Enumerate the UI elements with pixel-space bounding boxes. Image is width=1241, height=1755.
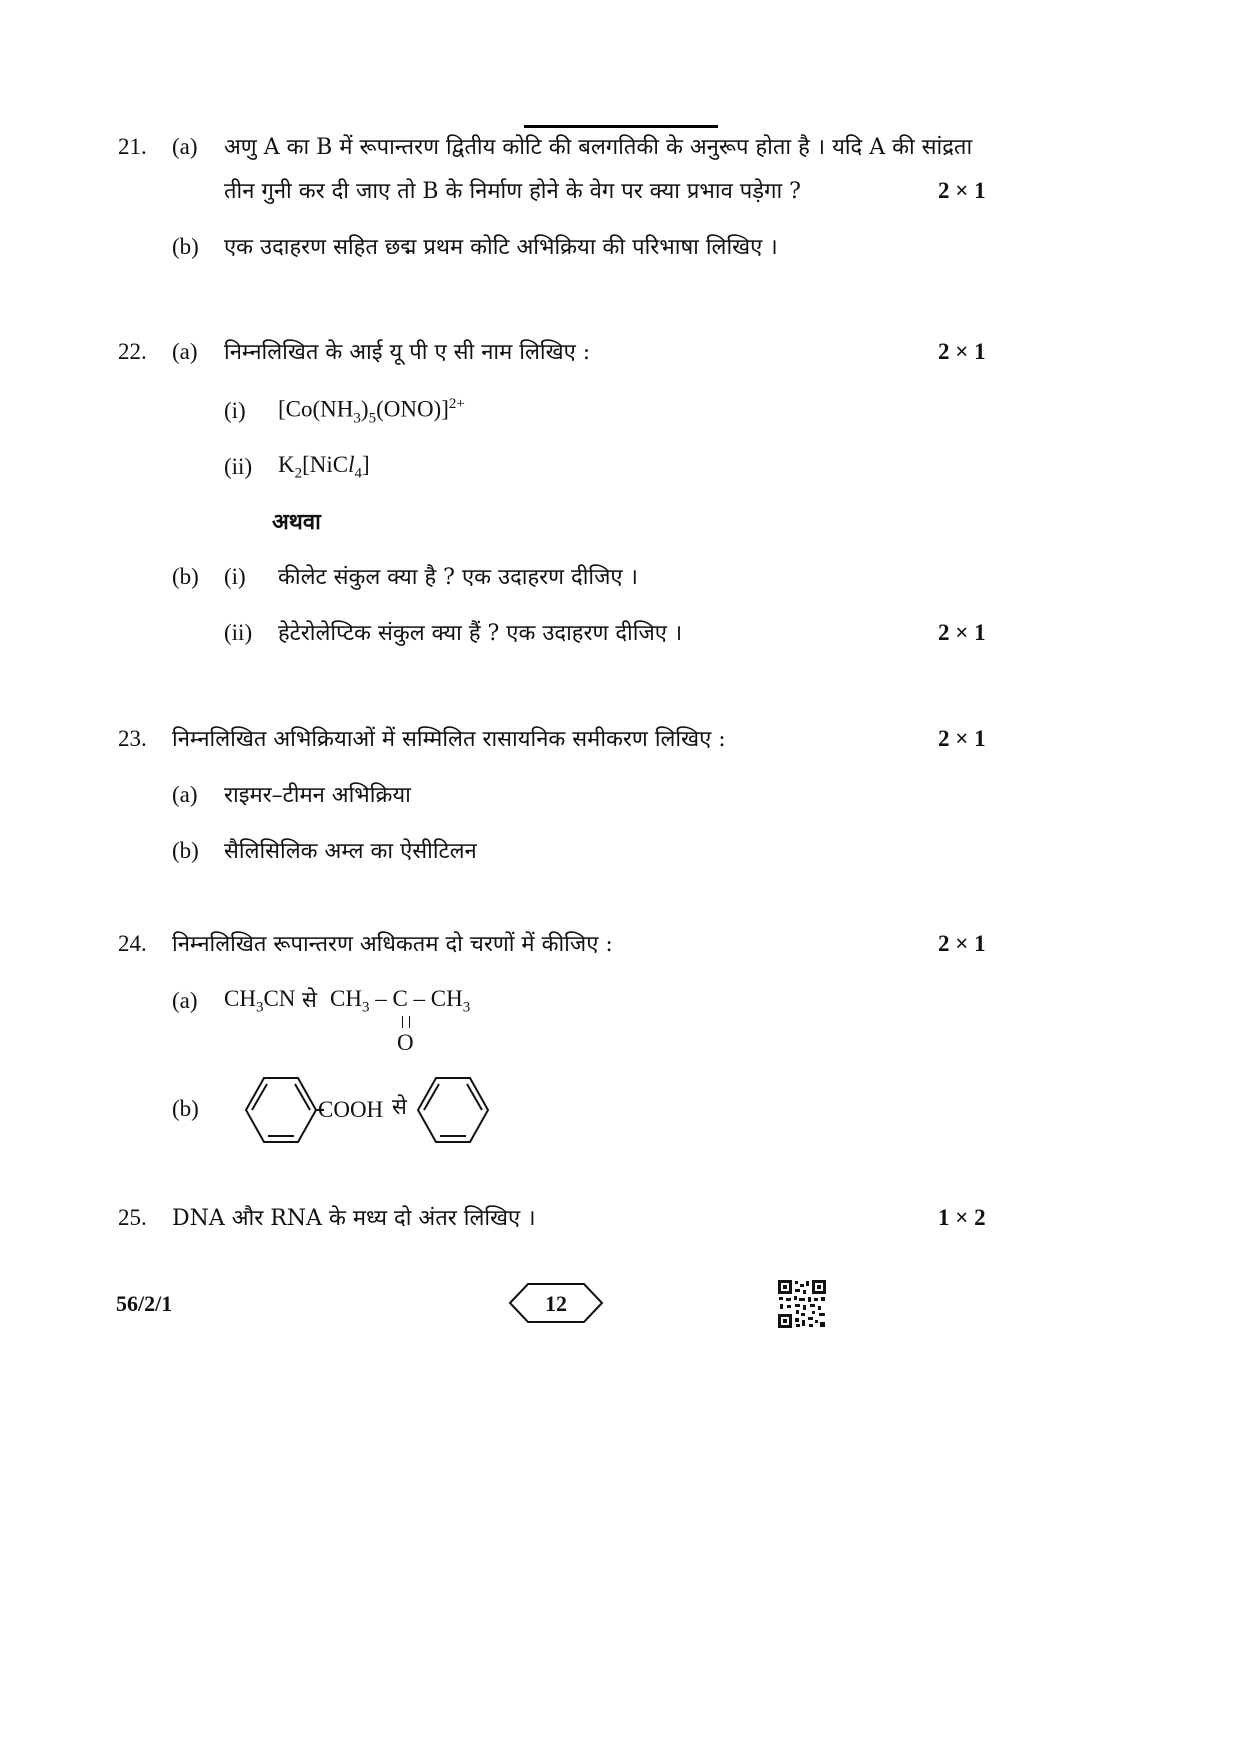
q22-number: 22. — [118, 339, 147, 364]
q24-b-cooh: COOH — [318, 1097, 384, 1122]
q21-a-line2: तीन गुनी कर दी जाए तो B के निर्माण होने के वेग पर क्या प्रभाव पड़ेगा ? — [224, 179, 801, 204]
q24-b-se: से — [392, 1095, 407, 1120]
q22-i-formula: $[Co(NH_3)_5(ONO)]^{2+}$ — [278, 396, 465, 427]
q22-or: अथवा — [272, 509, 321, 535]
q22-bii-text: हेटेरोलेप्टिक संकुल क्या हैं ? एक उदाहरण दीजिए । — [278, 621, 683, 646]
q23-text: निम्नलिखित अभिक्रियाओं में सम्मिलित रासायनिक समीकरण लिखिए : — [172, 727, 726, 752]
q22-ii-formula: $K_2[NiCl_4]$ — [278, 452, 370, 482]
q21-a-label: (a) — [172, 134, 198, 159]
q22-ii-label: (ii) — [224, 454, 253, 479]
q24-b-label: (b) — [172, 1096, 199, 1121]
q24-a-to: $CH_3$ – C – $CH_3$ — [330, 986, 471, 1016]
benzoic-acid-ring — [246, 1078, 324, 1142]
q24-text: निम्नलिखित रूपान्तरण अधिकतम दो चरणों में कीजिए : — [172, 932, 613, 957]
q22-bi-text: कीलेट संकुल क्या है ? एक उदाहरण दीजिए । — [278, 565, 638, 590]
q21-number: 21. — [118, 134, 147, 159]
q22-bi-label: (i) — [224, 564, 246, 589]
q23-marks: 2 × 1 — [938, 726, 986, 751]
q23-a-text: राइमर–टीमन अभिक्रिया — [224, 783, 411, 808]
q24-a-label: (a) — [172, 988, 198, 1013]
q21-marks: 2 × 1 — [938, 178, 986, 203]
q23-a-label: (a) — [172, 782, 198, 807]
page-number: 12 — [545, 1291, 567, 1316]
q24-a-se: से — [302, 988, 317, 1013]
q22-bii-label: (ii) — [224, 620, 253, 645]
q22-a-marks: 2 × 1 — [938, 339, 986, 364]
q22-b-label: (b) — [172, 564, 199, 589]
q24-marks: 2 × 1 — [938, 931, 986, 956]
q21-b-text: एक उदाहरण सहित छद्म प्रथम कोटि अभिक्रिया की परिभाषा लिखिए । — [224, 235, 778, 260]
q23-number: 23. — [118, 726, 147, 751]
q23-b-label: (b) — [172, 838, 199, 863]
q22-i-label: (i) — [224, 398, 246, 423]
q21-a-line1: अणु A का B में रूपान्तरण द्वितीय कोटि की बलगतिकी के अनुरूप होता है । यदि A की सांद्रता — [224, 135, 973, 160]
q23-b-text: सैलिसिलिक अम्ल का ऐसीटिलन — [224, 839, 477, 864]
q25-marks: 1 × 2 — [938, 1205, 986, 1230]
q24-double-bond — [402, 1016, 410, 1028]
qr-code-icon — [778, 1280, 826, 1328]
q24-a-oxygen: O — [397, 1030, 414, 1055]
q25-number: 25. — [118, 1205, 147, 1230]
benzene-ring — [418, 1078, 488, 1142]
q22-b-marks: 2 × 1 — [938, 620, 986, 645]
q25-text: DNA और RNA के मध्य दो अंतर लिखिए । — [172, 1206, 536, 1231]
q22-a-text: निम्नलिखित के आई यू पी ए सी नाम लिखिए : — [224, 340, 591, 365]
q21-b-label: (b) — [172, 234, 199, 259]
q24-number: 24. — [118, 931, 147, 956]
top-rule — [524, 125, 718, 128]
q24-a-from: $CH_3CN$ — [224, 986, 296, 1016]
paper-code: 56/2/1 — [116, 1291, 173, 1316]
q22-a-label: (a) — [172, 339, 198, 364]
